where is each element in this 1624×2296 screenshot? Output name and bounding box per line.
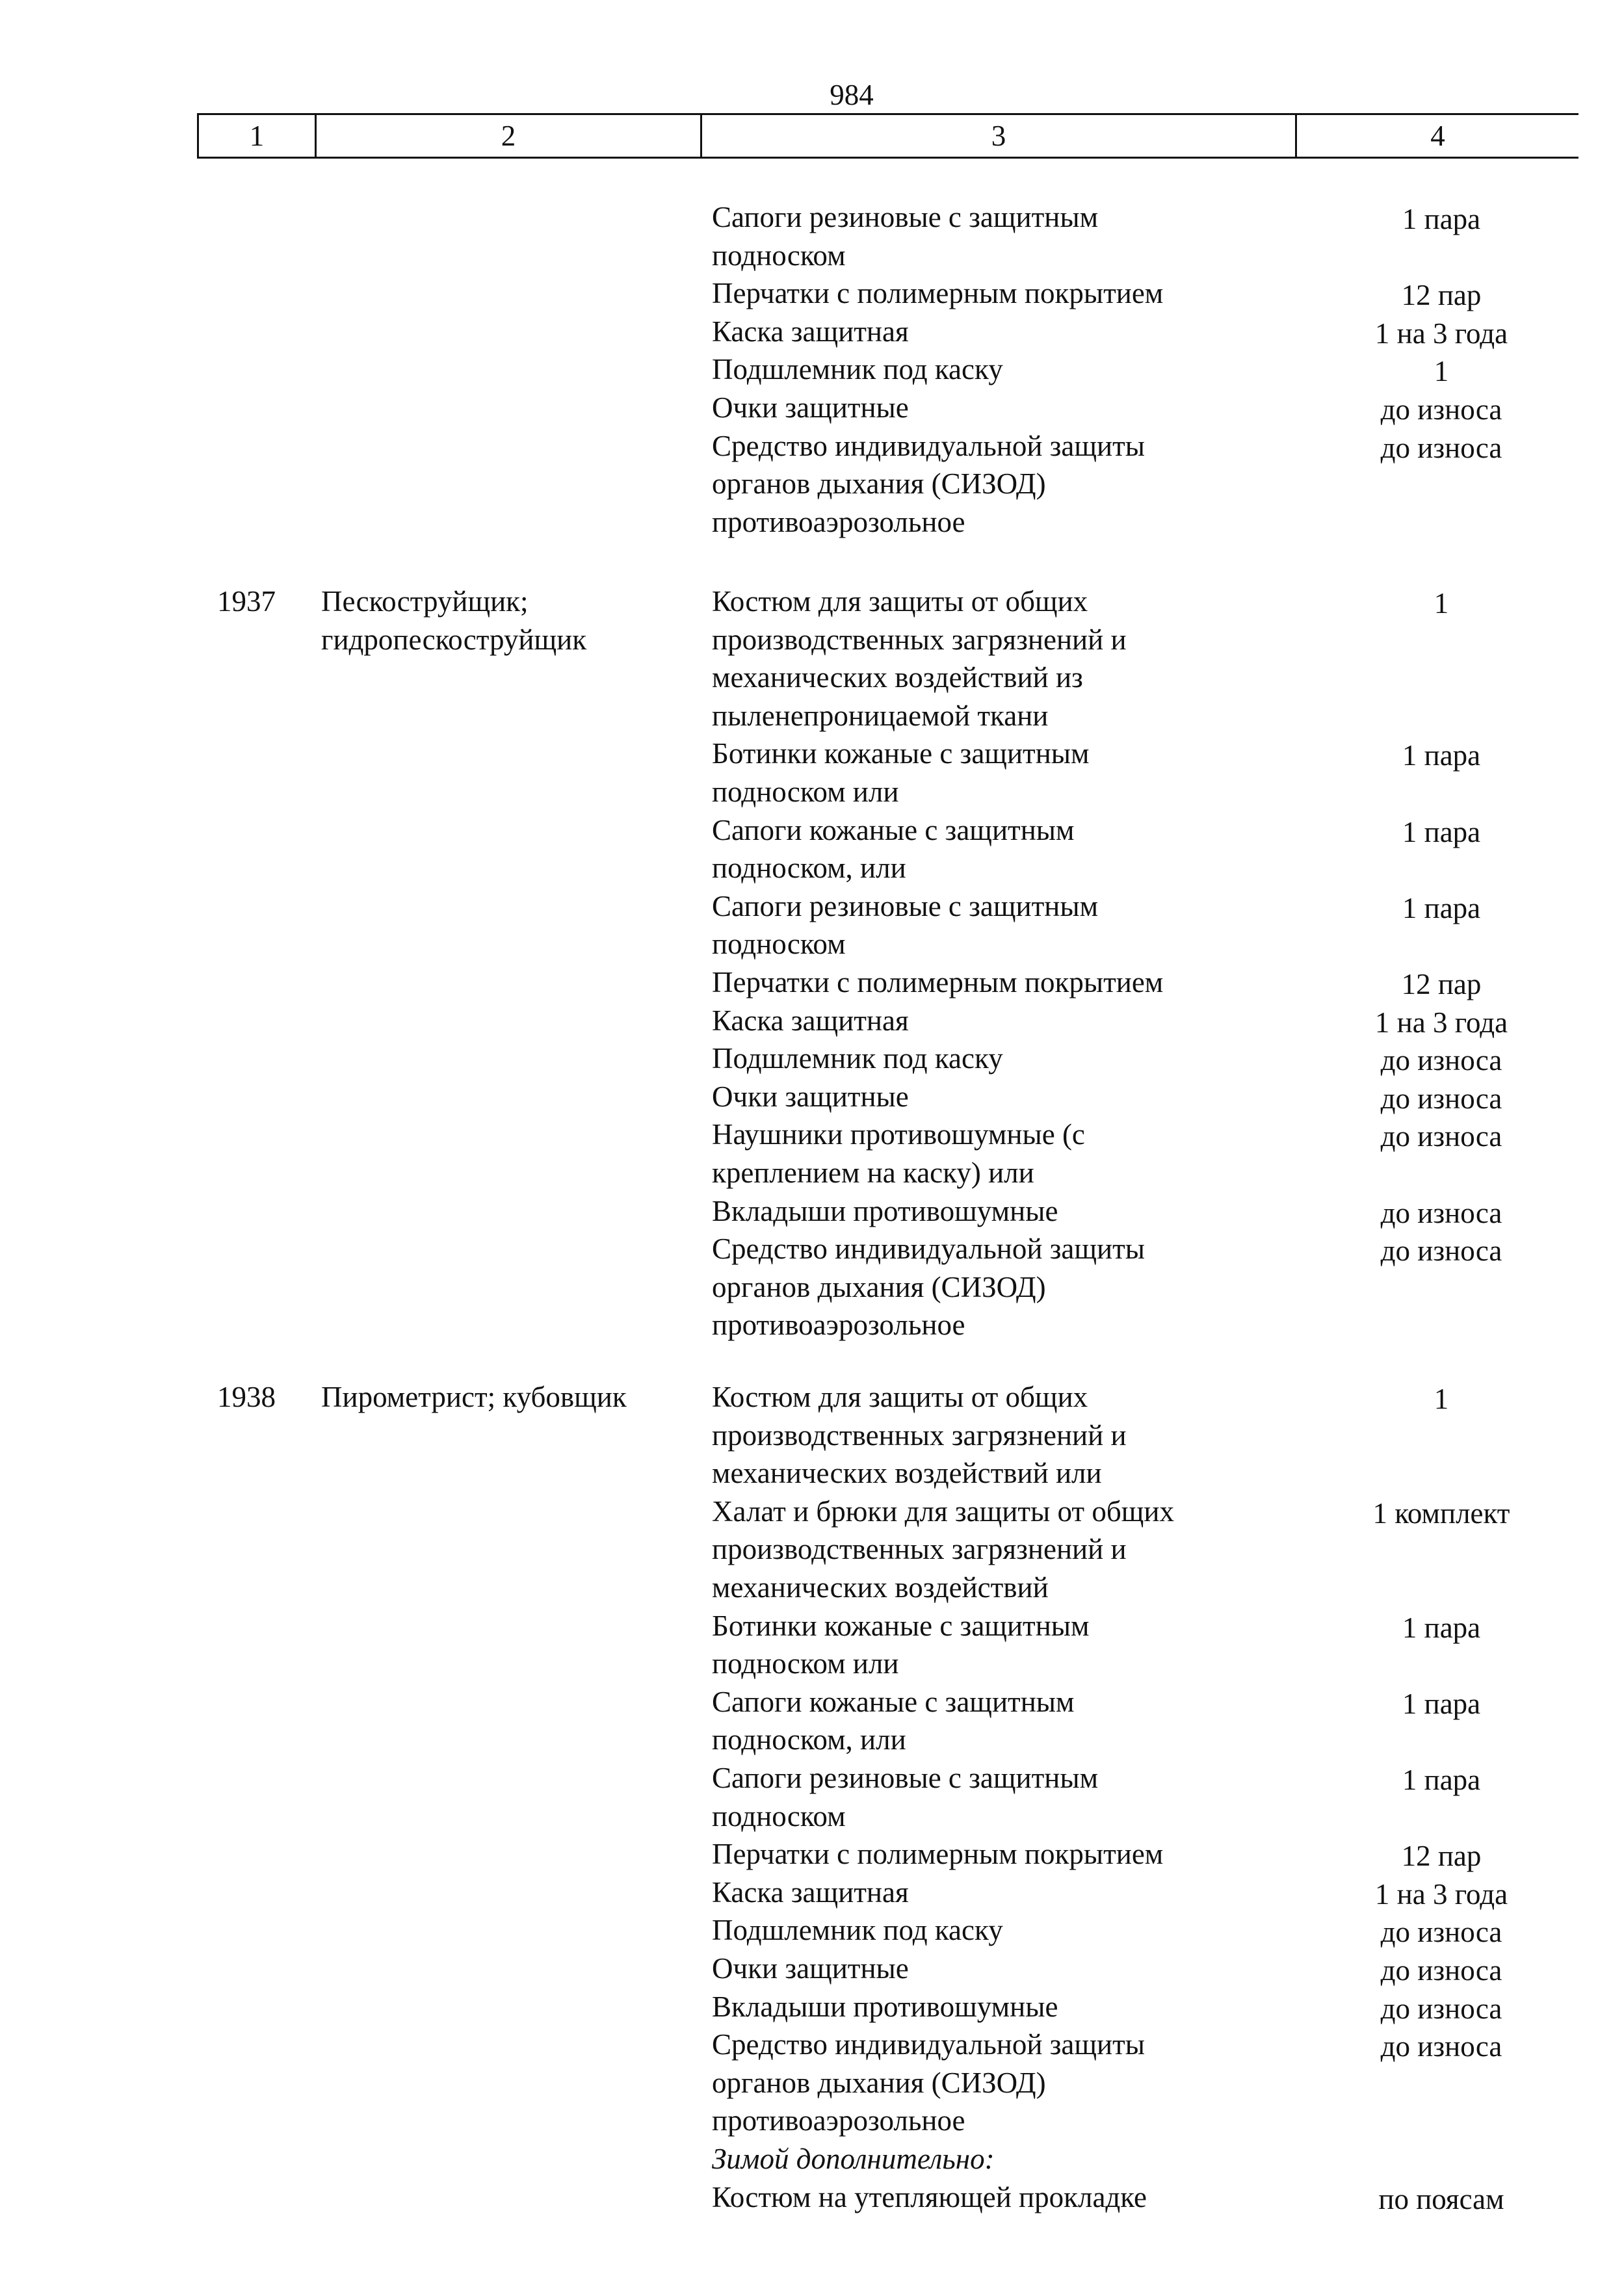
profession-name: гидропескоструйщик <box>321 623 587 656</box>
ppe-item: Сапоги кожаные с защитным <box>712 813 1075 846</box>
issue-norm: до износа <box>1380 1082 1502 1115</box>
ppe-item: Подшлемник под каску <box>712 1042 1003 1075</box>
ppe-item: Средство индивидуальной защиты <box>712 2028 1146 2061</box>
issue-norm: 1 на 3 года <box>1374 1877 1508 1911</box>
issue-norm: 1 <box>1434 587 1449 620</box>
ppe-item: органов дыхания (СИЗОД) <box>712 1270 1046 1303</box>
ppe-item: Сапоги резиновые с защитным <box>712 201 1099 233</box>
issue-norm: 1 пара <box>1402 815 1481 848</box>
ppe-item: Перчатки с полимерным покрытием <box>712 966 1164 998</box>
ppe-item: Ботинки кожаные с защитным <box>712 737 1090 770</box>
ppe-item: подноском, или <box>712 1723 906 1756</box>
issue-norm: 1 пара <box>1402 1687 1481 1720</box>
column-header-1: 1 <box>199 115 317 157</box>
ppe-item: Перчатки с полимерным покрытием <box>712 277 1164 310</box>
issue-norm: 1 на 3 года <box>1374 1006 1508 1039</box>
issue-norm: до износа <box>1380 1120 1502 1153</box>
ppe-item: Подшлемник под каску <box>712 1914 1003 1947</box>
column-header-3: 3 <box>702 115 1297 157</box>
ppe-item: подноском или <box>712 776 899 808</box>
issue-norm: 12 пар <box>1401 279 1482 312</box>
row-number: 1938 <box>217 1381 276 1413</box>
ppe-item: производственных загрязнений и <box>712 1533 1127 1566</box>
issue-norm: до износа <box>1380 1044 1502 1077</box>
issue-norm: 1 <box>1434 355 1449 388</box>
ppe-item: Сапоги резиновые с защитным <box>712 1762 1099 1794</box>
ppe-item: противоаэрозольное <box>712 1309 965 1342</box>
issue-norm: до износа <box>1380 393 1502 426</box>
ppe-item: противоаэрозольное <box>712 505 965 538</box>
ppe-item: механических воздействий или <box>712 1457 1102 1490</box>
ppe-item: подноском или <box>712 1647 899 1680</box>
ppe-item: противоаэрозольное <box>712 2104 965 2137</box>
ppe-item: пыленепроницаемой ткани <box>712 699 1049 732</box>
ppe-item: Очки защитные <box>712 391 909 424</box>
ppe-item: Каска защитная <box>712 1004 909 1037</box>
column-header-4: 4 <box>1430 120 1445 152</box>
ppe-item: органов дыхания (СИЗОД) <box>712 467 1046 501</box>
ppe-item: подноском, или <box>712 852 906 885</box>
ppe-item: Сапоги кожаные с защитным <box>712 1685 1075 1718</box>
issue-norm: 1 пара <box>1402 1611 1481 1644</box>
ppe-item: Средство индивидуальной защиты <box>712 429 1146 462</box>
issue-norm: 12 пар <box>1401 1840 1482 1873</box>
ppe-item: Каска защитная <box>712 1875 909 1909</box>
issue-norm: 1 <box>1434 1383 1449 1415</box>
page-number: 984 <box>830 79 874 111</box>
issue-norm: 1 пара <box>1402 891 1481 924</box>
profession-name: Пирометрист; кубовщик <box>321 1381 627 1413</box>
column-header-2: 2 <box>317 115 702 157</box>
ppe-item: креплением на каску) или <box>712 1156 1034 1189</box>
ppe-item: производственных загрязнений и <box>712 623 1127 656</box>
ppe-item: органов дыхания (СИЗОД) <box>712 2066 1046 2099</box>
issue-norm: по поясам <box>1378 2182 1504 2215</box>
ppe-item: подноском <box>712 928 846 961</box>
section-note: Зимой дополнительно: <box>712 2143 995 2175</box>
ppe-item: механических воздействий <box>712 1571 1049 1604</box>
issue-norm: до износа <box>1380 1992 1502 2025</box>
ppe-item: Вкладыши противошумные <box>712 1990 1058 2023</box>
ppe-item: Костюм на утепляющей прокладке <box>712 2180 1147 2213</box>
issue-norm: до износа <box>1380 1916 1502 1949</box>
ppe-item: Перчатки с полимерным покрытием <box>712 1838 1164 1871</box>
ppe-item: Ботинки кожаные с защитным <box>712 1609 1090 1642</box>
ppe-item: Очки защитные <box>712 1952 909 1985</box>
issue-norm: 1 на 3 года <box>1374 317 1508 350</box>
issue-norm: до износа <box>1380 1234 1502 1268</box>
ppe-item: Вкладыши противошумные <box>712 1194 1058 1227</box>
ppe-item: подноском <box>712 1799 846 1833</box>
ppe-item: подноском <box>712 239 846 272</box>
row-number: 1937 <box>217 585 276 618</box>
ppe-item: Костюм для защиты от общих <box>712 585 1088 618</box>
issue-norm: до износа <box>1380 1954 1502 1987</box>
ppe-item: Каска защитная <box>712 315 909 348</box>
ppe-item: производственных загрязнений и <box>712 1418 1127 1452</box>
ppe-item: механических воздействий из <box>712 661 1083 694</box>
column-header-row <box>197 113 1578 159</box>
issue-norm: 1 пара <box>1402 739 1481 772</box>
ppe-item: Костюм для защиты от общих <box>712 1381 1088 1413</box>
ppe-item: Сапоги резиновые с защитным <box>712 889 1099 922</box>
issue-norm: до износа <box>1380 2030 1502 2063</box>
issue-norm: 1 пара <box>1402 1764 1481 1796</box>
ppe-item: Подшлемник под каску <box>712 353 1003 386</box>
ppe-item: Халат и брюки для защиты от общих <box>712 1494 1174 1528</box>
issue-norm: 1 комплект <box>1372 1496 1510 1530</box>
issue-norm: 1 пара <box>1402 203 1481 235</box>
ppe-item: Средство индивидуальной защиты <box>712 1233 1146 1266</box>
profession-name: Пескоструйщик; <box>321 585 529 618</box>
ppe-item: Очки защитные <box>712 1080 909 1113</box>
issue-norm: 12 пар <box>1401 968 1482 1000</box>
ppe-item: Наушники противошумные (с <box>712 1118 1085 1151</box>
issue-norm: до износа <box>1380 431 1502 464</box>
issue-norm: до износа <box>1380 1196 1502 1229</box>
